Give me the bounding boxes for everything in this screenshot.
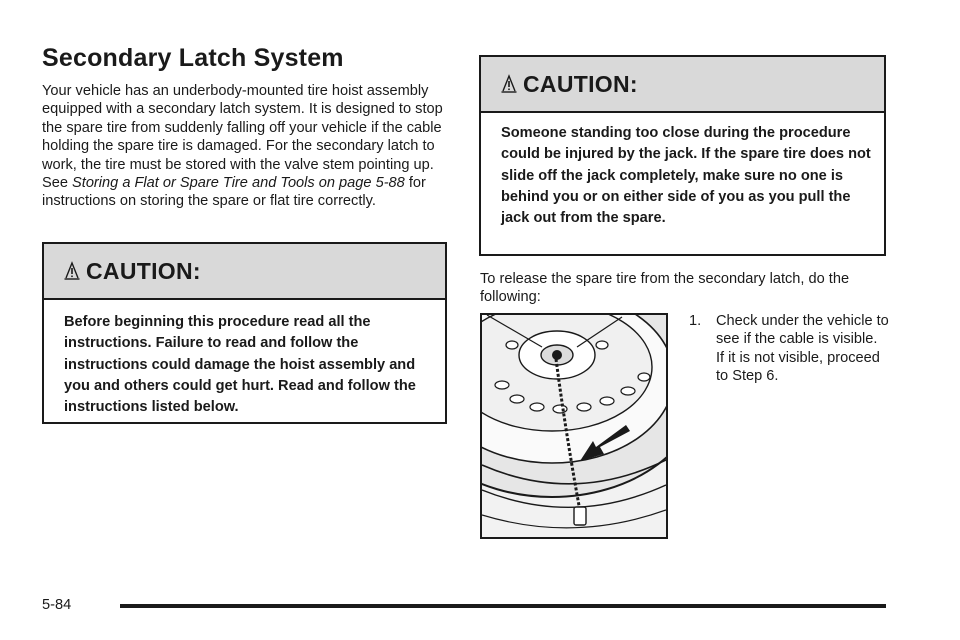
footer-rule bbox=[120, 604, 886, 608]
caution-header bbox=[481, 57, 884, 113]
warning-triangle-icon bbox=[499, 74, 519, 94]
release-instructions: To release the spare tire from the secondary latch, do the following: bbox=[480, 271, 850, 306]
caution-text: Someone standing too close during the procedure could be injured by the jack. If the spare tire does not slide off the jack completely, make sure no one is behind you or on either side of you as you pull the jack out from the spare. bbox=[501, 125, 871, 227]
warning-triangle-icon bbox=[62, 261, 82, 281]
step-text: Check under the vehicle to see if the cable is visible. If it is not visible, proceed to Step 6. bbox=[716, 313, 889, 385]
caution-text: Before beginning this procedure read all the instructions. Failure to read and follow the instructions could damage the hoist assembly and you and others could get hurt. Read and follow the instructions listed below. bbox=[64, 314, 416, 416]
intro-text-before: Your vehicle has an underbody-mounted tire hoist assembly equipped with a secondary latch system. It is designed to stop the spare tire from suddenly falling off your vehicle if the cable holding the spare tire is damaged. For the secondary latch to work, the tire must be stored with the valve stem pointing up. See bbox=[42, 83, 443, 192]
step-number: 1. bbox=[689, 313, 702, 329]
cross-reference-link: Storing a Flat or Spare Tire and Tools on page 5-88 bbox=[72, 175, 405, 192]
intro-text-after: for instructions on storing the spare or flat tire correctly. bbox=[42, 175, 426, 210]
caution-label: CAUTION: bbox=[523, 70, 638, 97]
page-number: 5-84 bbox=[42, 597, 72, 613]
caution-box-jack bbox=[479, 55, 886, 256]
step-1 bbox=[689, 312, 889, 386]
caution-label: CAUTION: bbox=[86, 257, 201, 284]
caution-header bbox=[44, 244, 445, 300]
caution-box-hoist bbox=[42, 242, 447, 424]
intro-paragraph bbox=[42, 82, 452, 211]
page-title: Secondary Latch System bbox=[42, 44, 344, 72]
spare-tire-cable-illustration bbox=[480, 313, 668, 539]
